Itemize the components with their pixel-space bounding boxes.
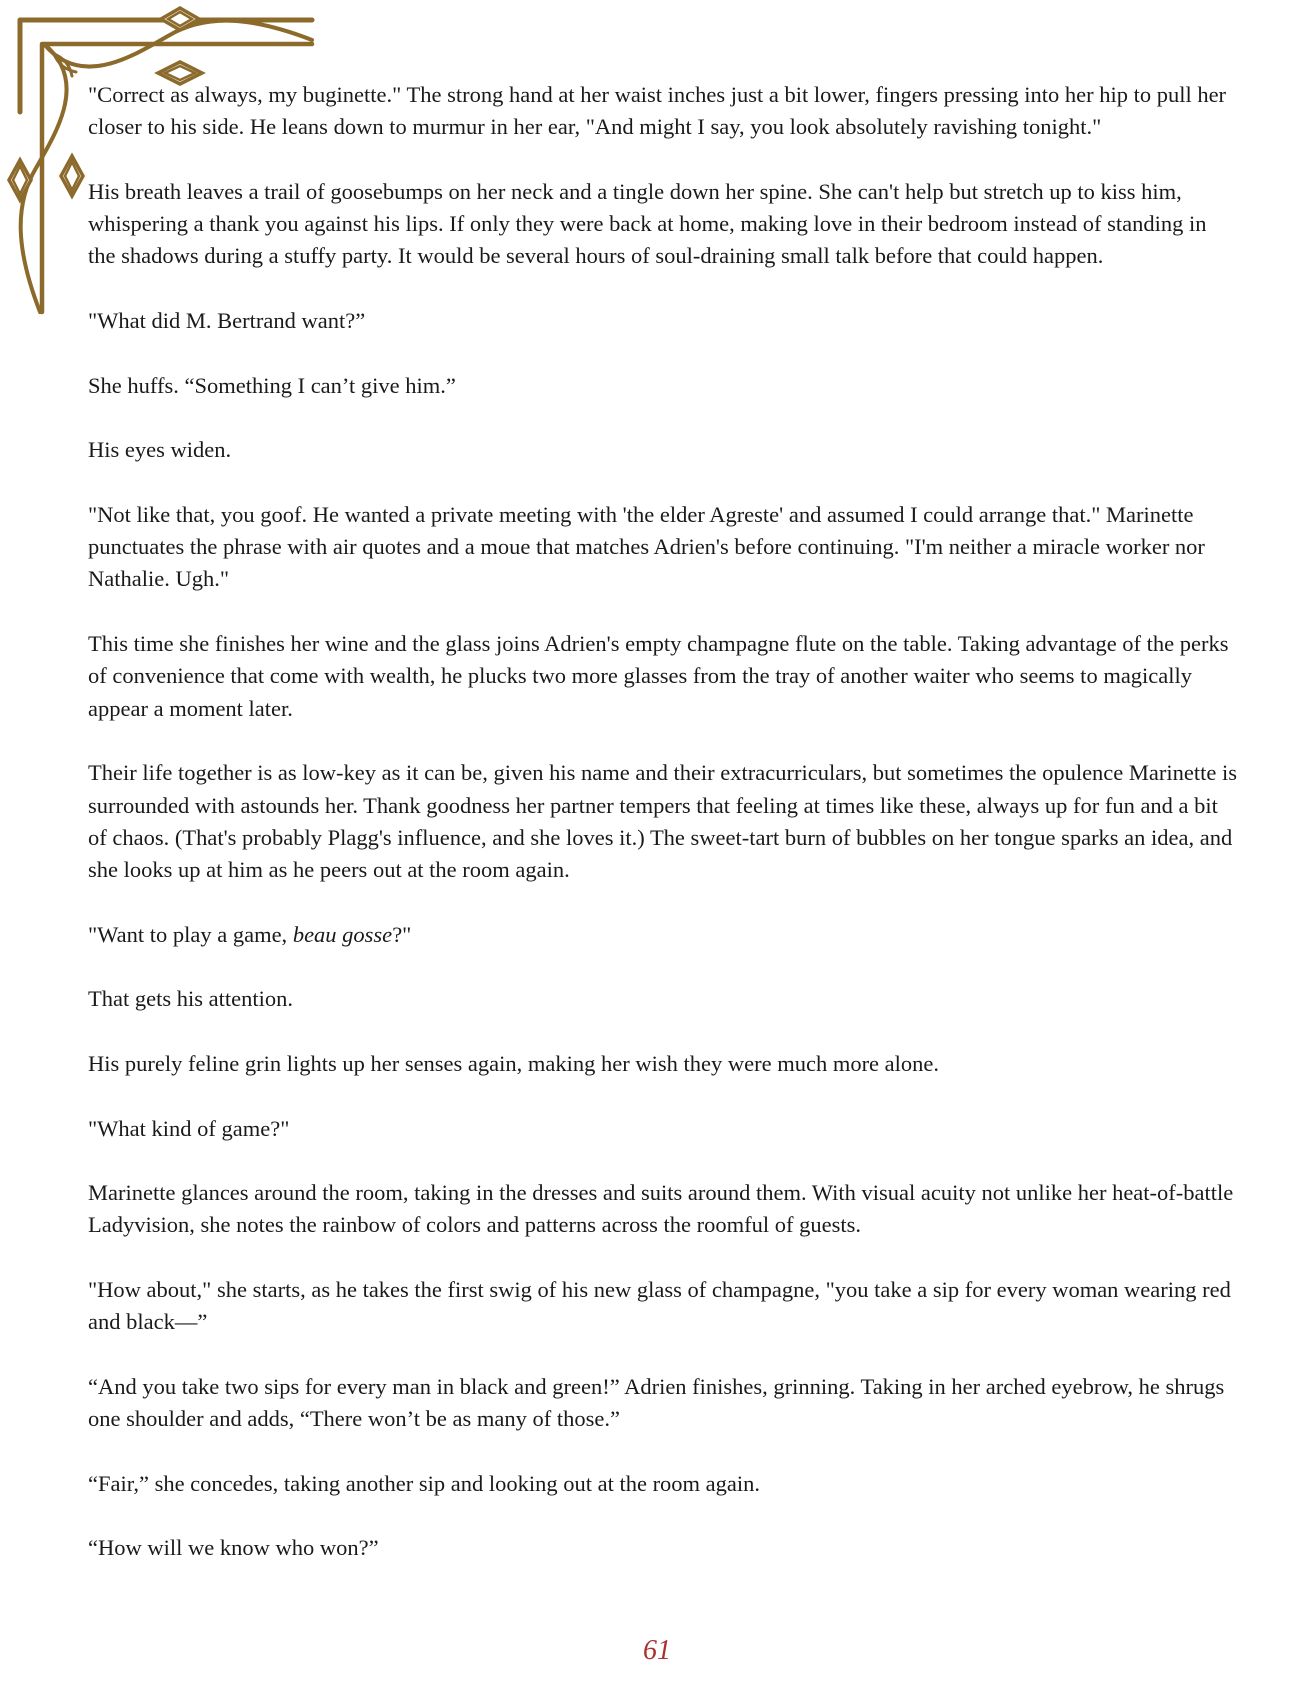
paragraph [88,1048,1238,1080]
page-number: 61 [643,1635,671,1666]
text-run: “How will we know who won?” [88,1535,379,1561]
paragraph [88,1274,1238,1339]
text-run: She huffs. “Something I can’t give him.” [88,372,456,398]
text-run: His breath leaves a trail of goosebumps on her neck and a tingle down her spine. She can't help but stretch up to kiss him, whispering a thank you against his lips. If only they were back at home, making love in their bedroom instead of standing in the shadows during a stuffy party. It would be several hours of soul-draining small talk before that could happen. [88,178,1207,269]
paragraph [88,757,1238,886]
text-run: His purely feline grin lights up her senses again, making her wish they were much more alone. [88,1050,940,1076]
text-run: "Correct as always, my buginette." The strong hand at her waist inches just a bit lower, fingers pressing into her hip to pull her closer to his side. He leans down to murmur in her ear, "And might I say, you look absolutely ravishing tonight." [88,82,1227,140]
text-run: This time she finishes her wine and the glass joins Adrien's empty champagne flute on the table. Taking advantage of the perks of convenience that come with wealth, he plucks two more glasses from the tray of another waiter who seems to magically appear a moment later. [88,631,1229,721]
text-run: “Fair,” she concedes, taking another sip and looking out at the room again. [88,1470,761,1496]
paragraph [88,1177,1238,1242]
text-run: His eyes widen. [88,437,232,463]
text-run: "What kind of game?" [88,1115,290,1141]
text-run: "How about," she starts, as he takes the first swig of his new glass of champagne, "you take a sip for every woman wearing red and black—” [88,1276,1231,1335]
paragraph [88,919,1238,951]
paragraph [88,434,1238,466]
text-run: That gets his attention. [88,986,293,1012]
paragraph [88,1532,1238,1564]
text-run: Their life together is as low-key as it can be, given his name and their extracurriculars, but sometimes the opulence Marinette is surrounded with astounds her. Thank goodness her partner tempers that feeling at times like these, always up for fun and a bit of chaos. (That's probably Plagg's influence, and she loves it.) The sweet-tart burn of bubbles on her tongue sparks an idea, and she looks up at him as he peers out at the room again. [88,760,1237,883]
paragraph [88,983,1238,1015]
italic-text: beau gosse [292,921,393,947]
paragraph [88,1468,1238,1500]
paragraph [88,1371,1238,1436]
paragraph [88,628,1238,725]
body-text [88,79,1238,1565]
paragraph [88,176,1238,273]
paragraph [88,499,1238,596]
text-run: ?" [392,921,412,947]
text-run: "Not like that, you goof. He wanted a private meeting with 'the elder Agreste' and assumed I could arrange that." Marinette punctuates the phrase with air quotes and a moue that matches Adrien's before continuing. "I'm neither a miracle worker nor Nathalie. Ugh." [88,501,1205,592]
text-run: Marinette glances around the room, taking in the dresses and suits around them. With visual acuity not unlike her heat-of-battle Ladyvision, she notes the rainbow of colors and patterns across the roomful of guests. [88,1180,1234,1238]
text-run: "What did M. Bertrand want?” [88,308,366,334]
text-run: "Want to play a game, [88,921,293,947]
paragraph [88,1113,1238,1145]
text-run: “And you take two sips for every man in black and green!” Adrien finishes, grinning. Taking in her arched eyebrow, he shrugs one shoulder and adds, “There won’t be as many of those.” [88,1373,1225,1432]
paragraph [88,370,1238,402]
paragraph [88,79,1238,144]
paragraph [88,305,1238,337]
